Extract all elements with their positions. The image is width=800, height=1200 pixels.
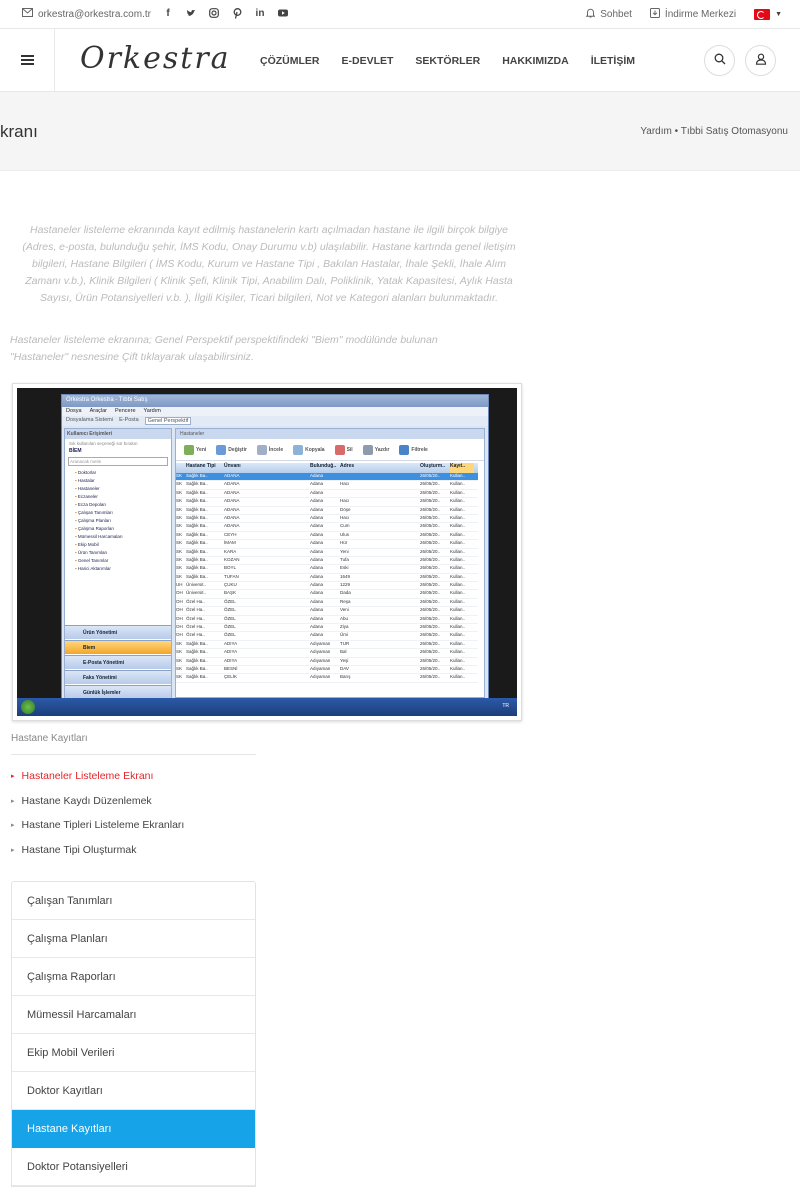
tree-item: ▪ Çalışan Tanımları [75,509,171,517]
accordion-item: Faks Yönetimi [65,670,171,684]
toolbar-inspect: İncele [257,445,283,455]
screenshot-desktop [17,388,517,716]
tree-item: ▪ Çalışma Planları [75,517,171,525]
grid-row: OH Üniversit.. BAŞK Adana Dada 26/05/20.. Kullan.. [176,590,478,598]
grid-row: SK Sağlık Ba.. BESNİ Adıyaman DAV 26/05/20.. Kullan.. [176,666,478,674]
accordion-item: Günlük İşlemler [65,685,171,699]
grid-pane [175,428,485,698]
divider [11,754,256,755]
navigation-tree [65,469,171,573]
grid-row: SK Sağlık Ba.. ADANA Adana 26/05/20.. Kullan.. [176,473,478,481]
tree-item: ▪ Ekip Mobil [75,541,171,549]
side-menu-item-calisma-planlari[interactable]: Çalışma Planları [12,920,255,958]
top-bar [0,0,800,29]
main-header [0,29,800,92]
youtube-icon[interactable] [278,7,288,19]
envelope-icon [22,8,33,20]
side-menu-item-doktor-potansiyelleri[interactable]: Doktor Potansiyelleri [12,1148,255,1186]
grid-row: OH Özel Ha.. ÖZEL Adana Abu 26/05/20.. Kullan.. [176,616,478,624]
grid-row: SK Sağlık Ba.. ADIYA Adıyaman Bal 26/05/20.. Kullan.. [176,649,478,657]
main-nav [260,55,635,67]
breadcrumb[interactable]: Yardım • Tıbbi Satış Otomasyonu [640,126,788,137]
menu-dosya: Dosya [66,408,82,414]
twitter-icon[interactable] [186,7,196,19]
grid-tab: Hastaneler [176,429,484,439]
tree-item: ▪ Hastalar [75,477,171,485]
grid-rows [176,473,478,683]
social-links [163,7,288,19]
grid-row: OH Özel Ha.. ÖZEL Adana Ziya 26/05/20.. Kullan.. [176,624,478,632]
grid-row: OH Özel Ha.. ÖZEL Adana Veni 26/05/20.. Kullan.. [176,607,478,615]
grid-row: SK Sağlık Ba.. ADANA Adana Hacı 26/05/20.. Kullan.. [176,481,478,489]
download-label: İndirme Merkezi [664,9,737,20]
printer-icon [363,445,373,455]
caret-right-icon: ▸ [11,846,15,854]
sublink-hastane-tipleri-listeleme[interactable]: ▸ Hastane Tipleri Listeleme Ekranları [11,819,185,831]
menu-pencere: Pencere [115,408,136,414]
tab-genel-perspektif: Genel Perspektif [145,417,192,425]
grid-row: SK Sağlık Ba.. ADIYA Adıyaman TUR 26/05/20.. Kullan.. [176,641,478,649]
site-logo[interactable]: Orkestra [80,41,231,76]
tree-item: ▪ Ecza Depoları [75,501,171,509]
user-account-button[interactable] [745,45,776,76]
grid-row: SK Sağlık Ba.. BOYL Adana Eski 26/05/20.. Kullan.. [176,565,478,573]
menu-toggle-button[interactable] [0,29,55,91]
search-icon [714,52,726,70]
hamburger-icon [21,55,34,65]
delete-icon [335,445,345,455]
toolbar-print: Yazdır [363,445,390,455]
nav-item-iletisim[interactable]: İLETİŞİM [590,55,636,67]
caret-right-icon: ▸ [11,797,15,805]
nav-item-hakkimizda[interactable]: HAKKIMIZDA [502,55,569,67]
tree-item: ▪ Hastaneler [75,485,171,493]
instagram-icon[interactable] [209,7,219,19]
accordion-item: E-Posta Yönetimi [65,655,171,669]
taskbar-tray: TR [502,703,509,709]
side-menu-item-ekip-mobil[interactable]: Ekip Mobil Verileri [12,1034,255,1072]
grid-row: SK Sağlık Ba.. İMAM Adana Hür 26/05/20.. Kullan.. [176,540,478,548]
caret-right-icon: ▸ [11,822,15,829]
navigation-pane [64,428,172,698]
app-screenshot[interactable] [12,383,522,721]
sublink-hastane-tipi-olusturmak[interactable]: ▸ Hastane Tipi Oluşturmak [11,843,137,856]
window-tabs [62,416,488,426]
search-button[interactable] [704,45,735,76]
hospital-grid [176,463,478,683]
grid-row: SK Sağlık Ba.. KOZAN Adana Tufa 26/05/20.. Kullan.. [176,557,478,565]
email-text: orkestra@orkestra.com.tr [38,8,151,20]
chevron-down-icon: ▼ [775,11,782,18]
app-window [61,394,489,700]
caret-right-icon: ▸ [11,773,15,780]
language-selector[interactable] [754,9,782,20]
access-paragraph: Hastaneler listeleme ekranına; Genel Perspektif perspektifindeki "Biem" modülünde bulunan "Hastaneler" nesnesine Çift tıklayarak ulaşabilirsiniz. [10,334,438,363]
menu-araclar: Araçlar [89,408,108,414]
side-menu-item-calisan-tanimlari[interactable]: Çalışan Tanımları [12,882,255,920]
accordion-item: Ürün Yönetimi [65,625,171,639]
intro-paragraph: Hastaneler listeleme ekranında kayıt edilmiş hastanelerin kartı açılmadan hastane ile ilgili birçok bilgiye (Adres, e-posta, bulunduğu şehir, İMS Kodu, Onay Durumu v.b) ulaşılabilir. Hastane kartında genel iletişim bilgileri, Hastane Bilgileri ( İMS Kodu, Kurum ve Hastane Tipi , Bakılan Hastalar, İhale Şekli, İhale Alım Zamanı v.b.), Klinik Bilgileri ( Klinik Şefi, Klinik Tipi, Anabilim Dalı, Poliklinik, Yatak Kapasitesi, Aylık Hasta Sayısı, Ürün Potansiyelleri v.b. ), İlgili Kişiler, Ticari bilgileri, Not ve Kategori alanları bulunmaktadır. [22,224,516,304]
grid-row: SK Sağlık Ba.. KARA Adana Yeni 26/05/20.. Kullan.. [176,549,478,557]
sublink-hastane-kaydi-duzenlemek[interactable]: ▸ Hastane Kaydı Düzenlemek [11,794,152,807]
screenshot-caption: Hastane Kayıtları [11,733,88,744]
grid-row: SK Sağlık Ba.. ADANA Adana Hacı 26/05/20.. Kullan.. [176,498,478,506]
grid-row: SK Sağlık Ba.. ADANA Adana Döşe 26/05/20.. Kullan.. [176,507,478,515]
grid-row: SK Sağlık Ba.. TUFAN Adana 1649 26/05/20.. Kullan.. [176,574,478,582]
menu-yardim: Yardım [143,408,161,414]
linkedin-icon[interactable]: in [255,7,265,19]
sub-links [11,770,184,868]
side-menu-item-mumessil-harcamalari[interactable]: Mümessil Harcamaları [12,996,255,1034]
windows-taskbar [17,698,517,716]
toolbar-delete: Sil [335,445,353,455]
nav-item-sektorler[interactable]: SEKTÖRLER [415,55,481,67]
filter-icon [399,445,409,455]
new-icon [184,445,194,455]
toolbar-edit: Değiştir [216,445,247,455]
tree-item: ▪ Mümessil Harcamaları [75,533,171,541]
grid-toolbar [176,439,484,461]
accordion-item-active: Biem [65,640,171,654]
grid-row: UH Üniversit.. ÇUKU Adana 1229 26/05/20.. Kullan.. [176,582,478,590]
grid-row: SK Sağlık Ba.. ADANA Adana Cum 26/05/20.. Kullan.. [176,523,478,531]
page-title-band [0,92,800,171]
tree-item: ▪ Genel Tanımlar [75,557,171,565]
magnifier-icon [257,445,267,455]
tree-item: ▪ Ürün Tanımları [75,549,171,557]
side-menu-item-hastane-kayitlari[interactable]: Hastane Kayıtları [12,1110,255,1148]
toolbar-filter: Filtrele [399,445,427,455]
grid-row: SK Sağlık Ba.. ADANA Adana Hacı 26/05/20.. Kullan.. [176,515,478,523]
download-icon [650,8,660,21]
tab-e-posta: E-Posta [119,417,139,423]
side-menu [11,881,256,1187]
user-icon [755,52,767,70]
tree-item: ▪ Harici Aktarımlar [75,565,171,573]
grid-row: SK Sağlık Ba.. ADANA Adana 26/05/20.. Kullan.. [176,490,478,498]
download-center-link[interactable] [650,8,736,21]
window-title: Orkestra Orkestra - Tıbbi Satış [62,395,488,407]
edit-icon [216,445,226,455]
toolbar-new: Yeni [184,445,206,455]
navigation-hint: Sık kullanılan seçeneği sür bırakın [69,441,138,446]
chat-label: Sohbet [600,9,632,20]
navigation-search: Aranacak metin [68,457,168,466]
page-title: kranı [0,122,38,141]
grid-row: SK Sağlık Ba.. ADIYA Adıyaman Yeşi 26/05/20.. Kullan.. [176,658,478,666]
nav-item-e-devlet[interactable]: E-DEVLET [341,55,394,67]
copy-icon [293,445,303,455]
tab-dosyalama: Dosyalama Sistemi [66,417,114,423]
tree-item: ▪ Çalışma Raporları [75,525,171,533]
grid-row: SK Sağlık Ba.. ÇELİK Adıyaman Barış 26/05/20.. Kullan.. [176,674,478,682]
side-menu-item-calisma-raporlari[interactable]: Çalışma Raporları [12,958,255,996]
turkey-flag-icon [754,9,770,20]
chat-link[interactable] [586,8,632,21]
tree-item: ▪ Doktorlar [75,469,171,477]
navigation-pane-header: Kullanıcı Erişimleri [65,429,171,439]
sublink-hastaneler-listeleme[interactable]: ▸ Hastaneler Listeleme Ekranı [11,770,154,782]
tree-item: ▪ Eczaneler [75,493,171,501]
grid-header: Hastane Tipi Ünvanı Bulunduğ.. Adres Oluşturm.. Kayıt.. [176,463,478,473]
grid-row: OH Özel Ha.. ÖZEL Adana Ümi 26/05/20.. Kullan.. [176,632,478,640]
nav-item-cozumler[interactable]: ÇÖZÜMLER [260,55,320,67]
facebook-icon[interactable]: f [166,7,170,19]
toolbar-copy: Kopyala [293,445,324,455]
bell-icon [586,8,595,21]
grid-row: OH Özel Ha.. ÖZEL Adana Reşa 26/05/20.. Kullan.. [176,599,478,607]
navigation-section: BİEM [69,448,82,454]
window-menubar [62,407,488,416]
email-link[interactable] [22,8,151,20]
start-button-icon [21,700,35,714]
grid-row: SK Sağlık Ba.. CEYH Adana Ulus 26/05/20.. Kullan.. [176,532,478,540]
side-menu-item-doktor-kayitlari[interactable]: Doktor Kayıtları [12,1072,255,1110]
pinterest-icon[interactable] [232,7,242,19]
